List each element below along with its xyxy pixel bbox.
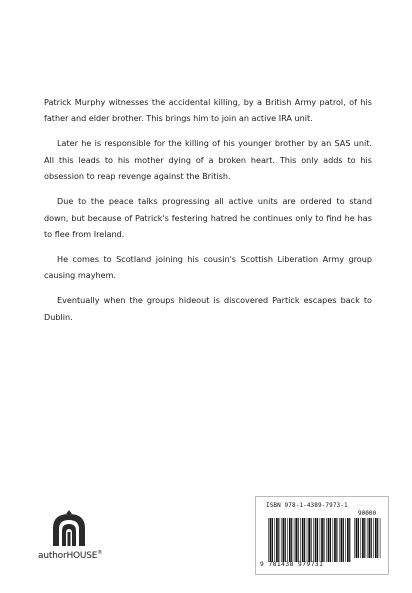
- authorhouse-logo-icon: [50, 510, 88, 548]
- price-code: 90000: [358, 510, 377, 517]
- addon-barcode-bars: [354, 518, 382, 558]
- blurb-paragraph-2: Later he is responsible for the killing of his younger brother by an SAS unit. All this leads to his mother dying of a broken heart. This only adds to his obsession to reap revenge against the British.: [44, 138, 372, 182]
- registered-mark: ®: [97, 550, 103, 556]
- ean-digits: 9 781438 979731: [260, 561, 324, 568]
- isbn-barcode: [255, 496, 389, 575]
- ean-barcode-bars: [268, 518, 352, 562]
- publisher-name-text: authorHOUSE: [38, 551, 98, 561]
- publisher-logo: [38, 510, 118, 566]
- back-cover-blurb: [44, 94, 372, 334]
- blurb-paragraph-1: Patrick Murphy witnesses the accidental killing, by a British Army patrol, of his father and elder brother. This brings him to join an active IRA unit.: [44, 97, 372, 124]
- blurb-paragraph-5: Eventually when the groups hideout is discovered Partick escapes back to Dublin.: [44, 295, 372, 322]
- publisher-name: [38, 550, 102, 561]
- blurb-paragraph-4: He comes to Scotland joining his cousin's Scottish Liberation Army group causing mayhem.: [44, 254, 372, 281]
- blurb-paragraph-3: Due to the peace talks progressing all active units are ordered to stand down, but because of Patrick's festering hatred he continues only to find he has to flee from Ireland.: [44, 196, 372, 240]
- isbn-label: ISBN 978-1-4389-7973-1: [266, 502, 348, 509]
